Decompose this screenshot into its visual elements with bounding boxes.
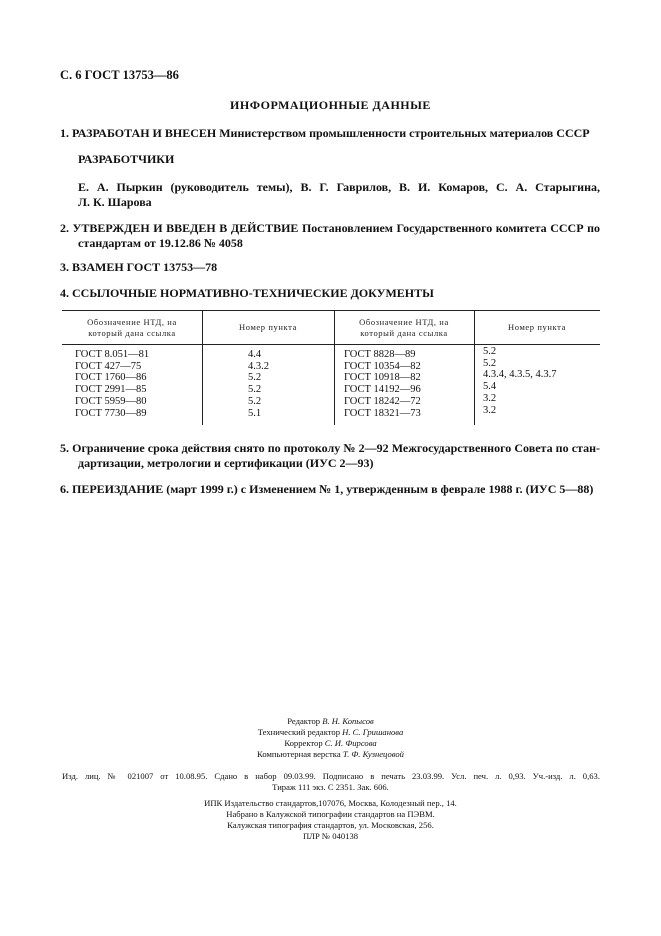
publisher-line1: ИПК Издательство стандартов,107076, Москва, Колодезный пер., 14. <box>204 798 457 808</box>
publisher-line4: ПЛР № 040138 <box>302 831 359 841</box>
imprint-label: Технический редактор <box>257 727 341 737</box>
clause-cell: 4.4 <box>248 349 262 360</box>
item-5-line1: 5. Ограничение срока действия снято по протоколу № 2—92 Межгосударственного Совета по стан- <box>60 441 600 455</box>
header-clause-left: Номер пункта <box>239 322 297 332</box>
publisher-line2: Набрано в Калужской типографии стандартов на ПЭВМ. <box>226 809 435 819</box>
doc-cell: ГОСТ 1760—86 <box>75 372 147 384</box>
doc-cell: ГОСТ 18242—72 <box>344 395 421 407</box>
left-clauses-column <box>248 349 269 419</box>
header-designation-right <box>334 317 474 339</box>
item-5-line2: дартизации, метрологии и сертификации (ИУС 2—93) <box>78 456 374 470</box>
doc-cell: ГОСТ 2991—85 <box>75 384 147 396</box>
header-designation-left <box>62 317 202 339</box>
imprint-editor <box>0 716 661 727</box>
clause-cell: 5.4 <box>483 381 497 393</box>
publisher-line3: Калужская типография стандартов, ул. Московская, 256. <box>227 820 434 830</box>
table-header-rule <box>62 344 600 345</box>
imprint-layout <box>0 749 661 760</box>
developers-heading: РАЗРАБОТЧИКИ <box>78 152 175 166</box>
table-top-rule <box>62 310 600 311</box>
item-4-references-heading: 4. ССЫЛОЧНЫЕ НОРМАТИВНО-ТЕХНИЧЕСКИЕ ДОКУМЕНТЫ <box>60 286 434 300</box>
doc-cell: ГОСТ 427—75 <box>75 360 142 372</box>
doc-cell: ГОСТ 7730—89 <box>75 407 147 419</box>
imprint-name: Т. Ф. Кузнецовой <box>342 749 404 759</box>
header-text: Обозначение НТД, на <box>87 317 177 327</box>
imprint-corrector <box>0 738 661 749</box>
clause-cell: 5.2 <box>483 357 497 369</box>
doc-cell: ГОСТ 8.051—81 <box>75 349 150 360</box>
doc-cell: ГОСТ 10918—82 <box>344 372 421 384</box>
clause-cell: 5.2 <box>483 346 497 357</box>
imprint-label: Компьютерная верстка <box>257 749 341 759</box>
item-6-reissue: 6. ПЕРЕИЗДАНИЕ (март 1999 г.) с Изменением № 1, утвержденным в феврале 1988 г. (ИУС 5—88) <box>60 482 594 496</box>
doc-cell: ГОСТ 5959—80 <box>75 395 147 407</box>
developers-names-line2: Л. К. Шарова <box>78 195 152 209</box>
item-2-approved-line1: 2. УТВЕРЖДЕН И ВВЕДЕН В ДЕЙСТВИЕ Постановлением Государственного комитета СССР по <box>60 221 600 235</box>
item-2-approved-line2: стандартам от 19.12.86 № 4058 <box>78 236 243 250</box>
header-text: который дана ссылка <box>360 328 448 338</box>
item-3-replaces: 3. ВЗАМЕН ГОСТ 13753—78 <box>60 260 218 274</box>
imprint-label: Редактор <box>287 716 321 726</box>
clause-cell: 3.2 <box>483 392 497 404</box>
clause-cell: 5.1 <box>248 407 262 419</box>
publishing-details-line1: Изд. лиц. № 021007 от 10.08.95. Сдано в набор 09.03.99. Подписано в печать 23.03.99. Усл. печ. л. 0,93. Уч.-изд. л. 0,63. <box>62 771 600 781</box>
imprint-name: В. Н. Копысов <box>322 716 374 726</box>
right-docs-column <box>344 349 421 419</box>
item-1-developed-by: 1. РАЗРАБОТАН И ВНЕСЕН Министерством промышленности строительных материалов СССР <box>60 126 590 140</box>
doc-cell: ГОСТ 10354—82 <box>344 360 421 372</box>
publishing-details-line2: Тираж 111 экз. С 2351. Зак. 606. <box>272 782 389 792</box>
imprint-name: С. И. Фирсова <box>324 738 377 748</box>
imprint-name: Н. С. Гришанова <box>342 727 404 737</box>
header-text: Обозначение НТД, на <box>359 317 449 327</box>
references-table <box>62 310 600 425</box>
doc-cell: ГОСТ 18321—73 <box>344 407 421 419</box>
page-header: С. 6 ГОСТ 13753—86 <box>60 68 179 82</box>
imprint-label: Корректор <box>284 738 323 748</box>
clause-cell: 4.3.4, 4.3.5, 4.3.7 <box>483 369 557 381</box>
doc-cell: ГОСТ 8828—89 <box>344 349 416 360</box>
clause-cell: 5.2 <box>248 384 262 396</box>
clause-cell: 5.2 <box>248 372 262 384</box>
clause-cell: 4.3.2 <box>248 360 269 372</box>
clause-cell: 3.2 <box>483 404 497 416</box>
imprint-tech-editor <box>0 727 661 738</box>
header-clause-right: Номер пункта <box>508 322 566 332</box>
left-docs-column <box>75 349 149 419</box>
right-clauses-column <box>483 346 557 416</box>
clause-cell: 5.2 <box>248 395 262 407</box>
doc-cell: ГОСТ 14192—96 <box>344 384 421 396</box>
header-text: который дана ссылка <box>88 328 176 338</box>
developers-names-line1: Е. А. Пыркин (руководитель темы), В. Г. Гаврилов, В. И. Комаров, С. А. Старыгина, <box>78 180 600 194</box>
section-title: ИНФОРМАЦИОННЫЕ ДАННЫЕ <box>230 98 431 112</box>
